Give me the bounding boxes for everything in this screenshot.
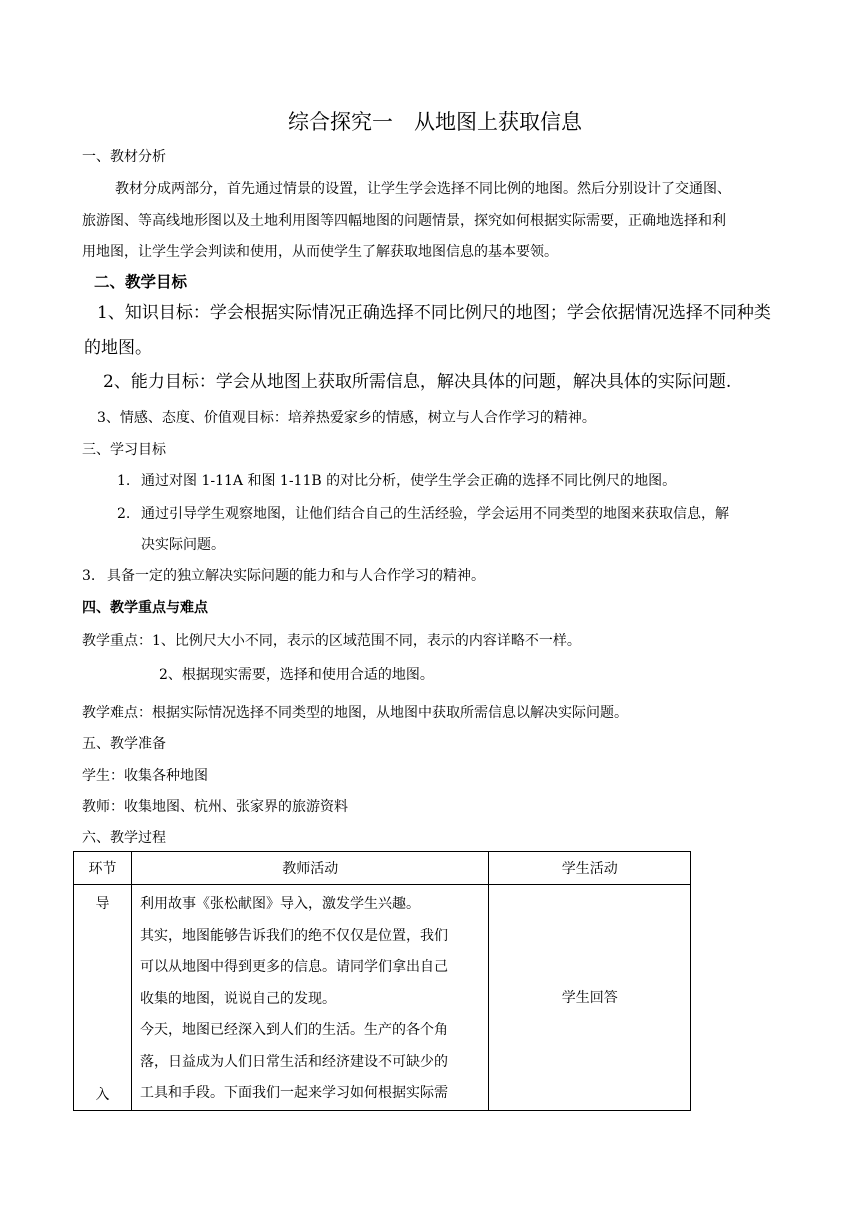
teacher-activity-line: 收集的地图，说说自己的发现。 [139, 990, 336, 1007]
knowledge-goal-line-1: 1、知识目标：学会根据实际情况正确选择不同比例尺的地图；学会依据情况选择不同种类 [97, 303, 771, 323]
stage-cell [74, 885, 132, 1111]
section-heading-textbook-analysis: 一、教材分析 [82, 149, 166, 165]
section-heading-key-points: 四、教学重点与难点 [82, 600, 208, 616]
teacher-activity-line: 今天，地图已经深入到人们的生活。生产的各个角 [139, 1022, 448, 1038]
teacher-preparation: 教师：收集地图、杭州、张家界的旅游资料 [82, 799, 348, 815]
teacher-activity-line: 利用故事《张松献图》导入，激发学生兴趣。 [139, 896, 420, 912]
section-heading-teaching-goals: 二、教学目标 [94, 272, 188, 291]
textbook-analysis-line-3: 用地图，让学生学会判读和使用，从而使学生了解获取地图信息的基本要领。 [82, 244, 558, 260]
textbook-analysis-line-2: 旅游图、等高线地形图以及土地利用图等四幅地图的问题情景，探究如何根据实际需要，正确地选择和利 [82, 213, 726, 229]
section-heading-preparation: 五、教学准备 [82, 736, 166, 752]
student-activity-cell: 学生回答 [489, 885, 691, 1111]
learning-goal-1-text: 通过对图 1-11A 和图 1-11B 的对比分析，使学生学会正确的选择不同比例尺的地图。 [141, 473, 677, 489]
page-title: 综合探究一 从地图上获取信息 [288, 110, 582, 134]
stage-label-top: 导 [95, 896, 110, 912]
teacher-activity-line: 其实，地图能够告诉我们的绝不仅仅是位置，我们 [139, 927, 448, 944]
teaching-process-table [73, 851, 691, 1111]
learning-goal-3-text: 具备一定的独立解决实际问题的能力和与人合作学习的精神。 [107, 568, 485, 584]
learning-goal-2-number: 2. [117, 506, 131, 522]
section-heading-learning-goals: 三、学习目标 [82, 442, 166, 458]
learning-goal-3-number: 3. [82, 568, 96, 584]
stage-label-bottom: 入 [95, 1086, 110, 1103]
header-student-activity: 学生活动 [489, 852, 691, 885]
textbook-analysis-line-1: 教材分成两部分，首先通过情景的设置，让学生学会选择不同比例的地图。然后分别设计了交通图、 [115, 181, 731, 197]
learning-goal-1-number: 1. [117, 473, 131, 489]
learning-goal-2-text-line-1: 通过引导学生观察地图，让他们结合自己的生活经验，学会运用不同类型的地图来获取信息，解 [141, 506, 729, 522]
student-preparation: 学生：收集各种地图 [82, 768, 208, 784]
table-row [74, 885, 691, 1111]
table-header-row [74, 852, 691, 885]
ability-goal: 2、能力目标：学会从地图上获取所需信息，解决具体的问题，解决具体的实际问题. [103, 372, 732, 392]
section-heading-process: 六、教学过程 [82, 830, 166, 846]
header-stage: 环节 [74, 852, 132, 885]
teacher-activity-line: 落，日益成为人们日常生活和经济建设不可缺少的 [139, 1053, 448, 1070]
key-point-1: 教学重点：1、比例尺大小不同，表示的区域范围不同，表示的内容详略不一样。 [82, 633, 581, 649]
difficulty-point: 教学难点：根据实际情况选择不同类型的地图，从地图中获取所需信息以解决实际问题。 [82, 705, 628, 721]
knowledge-goal-line-2: 的地图。 [84, 338, 152, 358]
teacher-activity-line: 可以从地图中得到更多的信息。请同学们拿出自己 [139, 959, 448, 975]
learning-goal-2-text-line-2: 决实际问题。 [141, 537, 225, 553]
key-point-2: 2、根据现实需要，选择和使用合适的地图。 [159, 667, 434, 683]
teacher-activity-cell [131, 885, 488, 1111]
header-teacher-activity: 教师活动 [131, 852, 488, 885]
emotion-goal: 3、情感、态度、价值观目标：培养热爱家乡的情感，树立与人合作学习的精神。 [97, 410, 596, 426]
teacher-activity-line: 工具和手段。下面我们一起来学习如何根据实际需 [139, 1085, 448, 1101]
